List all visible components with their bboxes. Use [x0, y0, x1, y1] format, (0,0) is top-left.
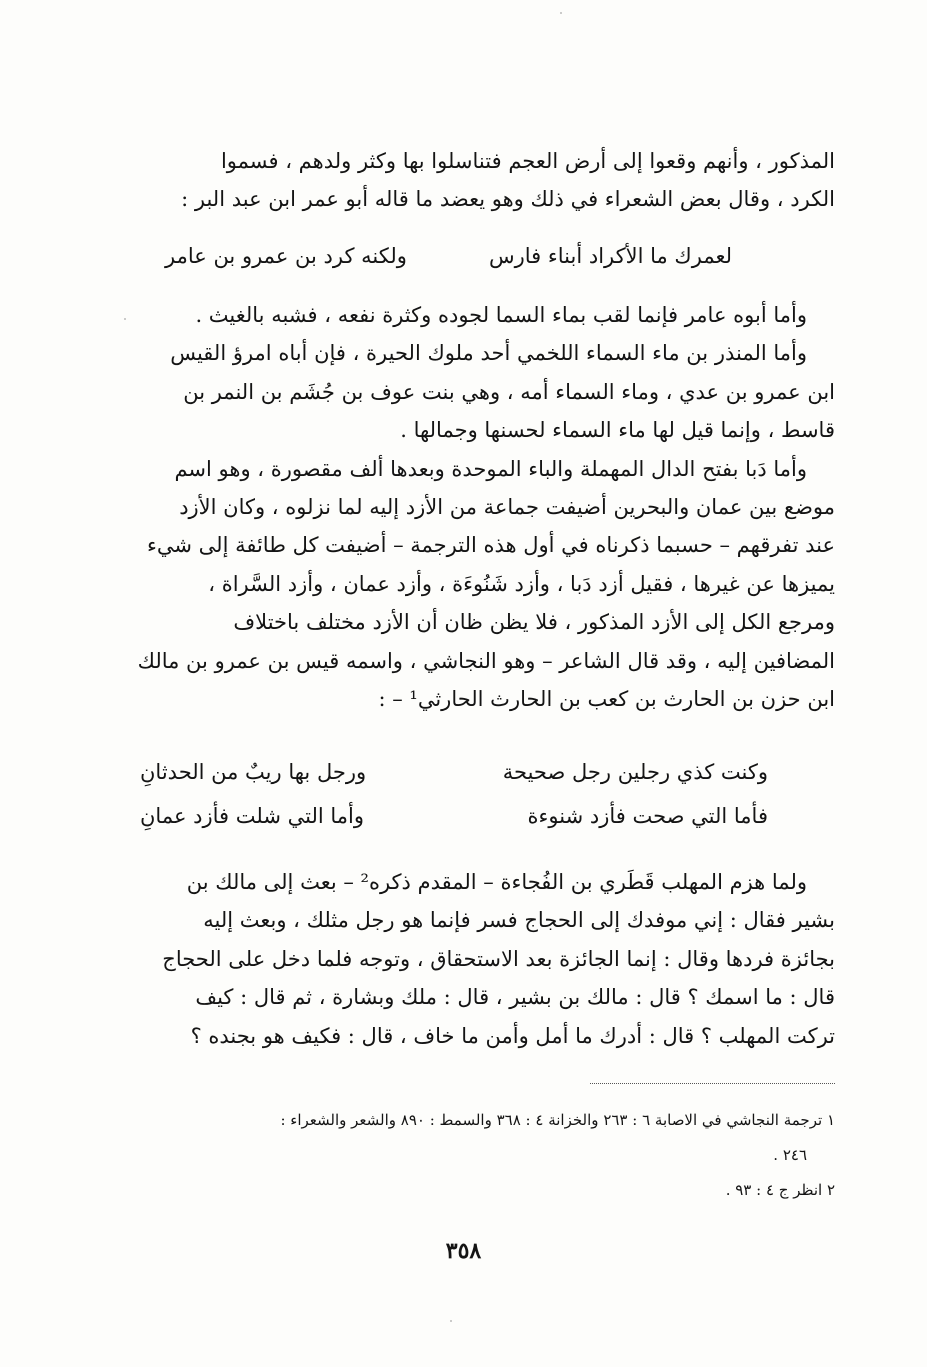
footnote-line: ١ ترجمة النجاشي في الاصابة ٦ : ٢٦٣ والخزانة ٤ : ٣٦٨ والسمط : ٨٩٠ والشعر والشعراء : — [280, 1111, 835, 1129]
text-line: بجائزة فردها وقال : إنما الجائزة بعد الاستحقاق ، وتوجه فلما دخل على الحجاج — [162, 946, 835, 971]
footnote-line: ٢٤٦ . — [773, 1146, 807, 1164]
page-number: ٣٥٨ — [445, 1238, 482, 1264]
paragraph-closing — [100, 863, 835, 1055]
verse-left-hemistich: وأما التي شلت فأزد عمانِ — [140, 804, 364, 828]
footnote-separator — [590, 1083, 835, 1084]
text-line: وأما أبوه عامر فإنما لقب بماء السما لجوده وكثرة نفعه ، فشبه بالغيث . — [195, 303, 807, 327]
paragraph-intro — [100, 142, 835, 219]
poem-verse — [165, 236, 732, 276]
text-line: موضع بين عمان والبحرين أضيفت جماعة من الأزد إليه لما نزلوه ، وكان الأزد — [179, 495, 835, 520]
poem-verse — [140, 796, 768, 836]
verse-left-hemistich: ولكنه كرد بن عمرو بن عامر — [165, 244, 407, 268]
text-line: ابن حزن بن الحارث بن كعب بن الحارث الحارثي¹ – : — [378, 687, 835, 712]
text-line: وأما المنذر بن ماء السماء اللخمي أحد ملوك الحيرة ، فإن أباه امرؤ القيس — [170, 341, 807, 366]
text-line: ومرجع الكل إلى الأزد المذكور ، فلا يظن ظان أن الأزد مختلف باختلاف — [233, 610, 835, 635]
footnote-line: ٢ انظر ج ٤ : ٩٣ . — [725, 1181, 835, 1199]
text-line: قال : ما اسمك ؟ قال : مالك بن بشير ، قال : ملك وبشارة ، ثم قال : كيف — [195, 985, 835, 1010]
footnotes — [100, 1103, 835, 1208]
poem-verse — [140, 752, 768, 792]
verse-right-hemistich: فأما التي صحت فأزد شنوءة — [527, 804, 768, 828]
text-line: بشير فقال : إني موفدك إلى الحجاج فسر فإنما هو رجل مثلك ، وبعث إليه — [203, 908, 835, 933]
text-line: عند تفرقهم – حسبما ذكرناه في أول هذه الترجمة – أضيفت كل طائفة إلى شيء — [147, 533, 835, 558]
scan-speck — [450, 1320, 452, 1322]
scan-speck — [560, 12, 562, 14]
verse-left-hemistich: ورجل بها ريبٌ من الحدثانِ — [140, 760, 367, 784]
scan-speck — [124, 318, 126, 320]
text-line: ولما هزم المهلب قَطَري بن الفُجاءة – المقدم ذكره² – بعث إلى مالك بن — [186, 870, 807, 894]
text-line: الكرد ، وقال بعض الشعراء في ذلك وهو يعضد ما قاله أبو عمر ابن عبد البر : — [181, 187, 835, 212]
text-line: المضافين إليه ، وقد قال الشاعر – وهو النجاشي ، واسمه قيس بن عمرو بن مالك — [137, 648, 835, 673]
paragraph-main — [100, 296, 835, 718]
verse-right-hemistich: لعمرك ما الأكراد أبناء فارس — [489, 244, 732, 268]
text-line: المذكور ، وأنهم وقعوا إلى أرض العجم فتناسلوا بها وكثر ولدهم ، فسموا — [220, 149, 835, 173]
text-line: يميزها عن غيرها ، فقيل أزد دَبا ، وأزد شَنُوءَة ، وأزد عمان ، وأزد السَّراة ، — [208, 571, 835, 596]
text-line: تركت المهلب ؟ قال : أدرك ما أمل وأمن ما خاف ، قال : فكيف هو بجنده ؟ — [190, 1023, 835, 1048]
text-line: ابن عمرو بن عدي ، وماء السماء أمه ، وهي بنت عوف بن جُشَم بن النمر بن — [183, 379, 835, 404]
text-line: وأما دَبا بفتح الدال المهملة والباء الموحدة وبعدها ألف مقصورة ، وهو اسم — [174, 456, 807, 481]
verse-right-hemistich: وكنت كذي رجلين رجل صحيحة — [502, 760, 768, 784]
text-line: قاسط ، وإنما قيل لها ماء السماء لحسنها وجمالها . — [400, 418, 835, 443]
